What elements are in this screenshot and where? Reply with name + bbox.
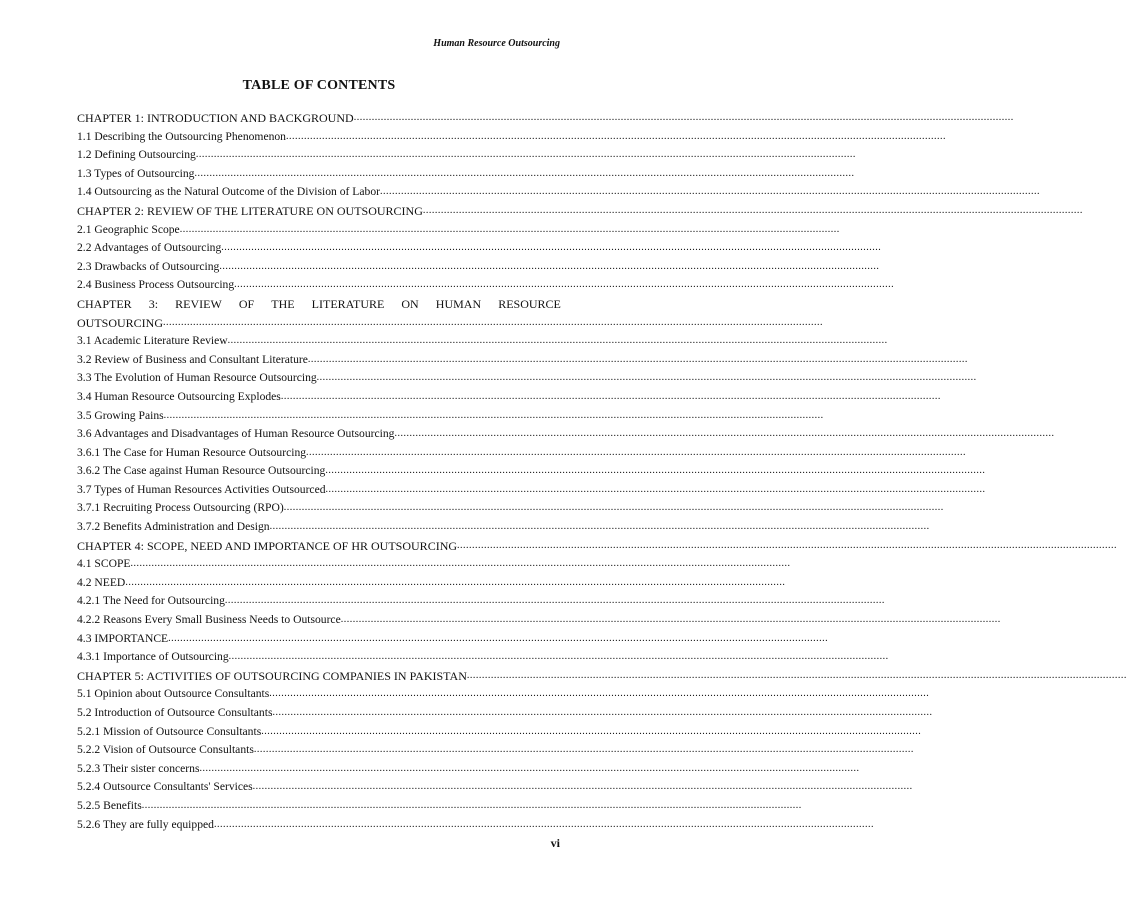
dot-leader: ............................................................................................................................................................................................................................ (219, 260, 880, 272)
toc-word: OF (238, 296, 255, 311)
toc-entry[interactable] (77, 462, 986, 481)
toc-entry[interactable] (77, 797, 802, 816)
dot-leader: ............................................................................................................................................................................................................................ (466, 669, 1127, 681)
toc-entry[interactable] (77, 165, 855, 184)
toc-entry-label: CHAPTER 2: REVIEW OF THE LITERATURE ON OUTSOURCING (77, 203, 423, 218)
toc-entry[interactable] (77, 685, 930, 704)
toc-chapter-entry[interactable] (77, 667, 1127, 686)
dot-leader: ............................................................................................................................................................................................................................ (163, 316, 824, 328)
toc-entry-label: 4.3.1 Importance of Outsourcing (77, 650, 229, 664)
toc-entry[interactable] (77, 183, 1040, 202)
dot-leader: ............................................................................................................................................................................................................................ (379, 186, 1040, 198)
toc-entry-label: 3.7.2 Benefits Administration and Design (77, 520, 270, 534)
dot-leader: ............................................................................................................................................................................................................................ (224, 595, 885, 607)
toc-entry-label: OUTSOURCING (77, 315, 164, 330)
dot-leader: ............................................................................................................................................................................................................................ (272, 707, 933, 718)
toc-entry-label: 3.7 Types of Human Resources Activities Outsourced (77, 482, 326, 496)
toc-entry-label: 5.2.3 Their sister concerns (77, 761, 200, 775)
toc-entry[interactable] (77, 816, 874, 835)
toc-entry[interactable] (77, 592, 885, 611)
dot-leader: ............................................................................................................................................................................................................................ (141, 799, 802, 811)
toc-entry[interactable] (77, 425, 1055, 444)
toc-entry[interactable] (77, 499, 944, 518)
toc-entry-label: 3.4 Human Resource Outsourcing Explodes (77, 389, 281, 403)
dot-leader: ............................................................................................................................................................................................................................ (130, 558, 791, 570)
toc-entry-label: CHAPTER 4: SCOPE, NEED AND IMPORTANCE OF HR OUTSOURCING (77, 538, 458, 553)
toc-entry[interactable] (77, 388, 941, 407)
dot-leader: ............................................................................................................................................................................................................................ (283, 502, 944, 514)
running-header: Human Resource Outsourcing (433, 38, 560, 49)
dot-leader: ............................................................................................................................................................................................................................ (422, 204, 1083, 216)
dot-leader: ............................................................................................................................................................................................................................ (194, 167, 855, 179)
toc-entry[interactable] (77, 760, 860, 779)
toc-entry[interactable] (77, 723, 922, 742)
toc-chapter-entry[interactable] (77, 202, 1083, 221)
dot-leader: ............................................................................................................................................................................................................................ (306, 446, 967, 458)
toc-entry-label: 5.2.6 They are fully equipped (77, 817, 214, 831)
toc-entry-label: 1.1 Describing the Outsourcing Phenomenon (77, 129, 286, 143)
dot-leader: ............................................................................................................................................................................................................................ (325, 483, 986, 495)
toc-entry[interactable] (77, 314, 824, 333)
dot-leader: ............................................................................................................................................................................................................................ (261, 725, 922, 737)
dot-leader: ............................................................................................................................................................................................................................ (316, 372, 977, 384)
toc-entry[interactable] (77, 741, 914, 760)
dot-leader: ............................................................................................................................................................................................................................ (234, 279, 895, 291)
toc-entry[interactable] (77, 239, 882, 258)
dot-leader: ............................................................................................................................................................................................................................ (227, 335, 888, 347)
dot-leader: ............................................................................................................................................................................................................................ (280, 390, 941, 402)
toc-entry[interactable] (77, 221, 840, 240)
dot-leader: ............................................................................................................................................................................................................................ (199, 762, 860, 774)
toc-word: REVIEW (175, 296, 222, 311)
toc-entry-label: 5.2.5 Benefits (77, 798, 142, 812)
toc-title: TABLE OF CONTENTS (242, 78, 396, 93)
dot-leader: ............................................................................................................................................................................................................................ (179, 223, 840, 235)
toc-entry-label: 3.6.1 The Case for Human Resource Outsourcing (77, 445, 307, 459)
toc-entry-label: 3.6 Advantages and Disadvantages of Human Resource Outsourcing (77, 427, 395, 441)
toc-entry[interactable] (77, 778, 913, 797)
toc-entry-label: 5.2.1 Mission of Outsource Consultants (77, 724, 262, 738)
dot-leader: ............................................................................................................................................................................................................................ (394, 428, 1055, 440)
toc-entry-label: CHAPTER 5: ACTIVITIES OF OUTSOURCING COMPANIES IN PAKISTAN (77, 668, 467, 683)
page-number: vi (550, 836, 560, 850)
dot-leader: ............................................................................................................................................................................................................................ (325, 465, 986, 477)
toc-word: 3: (148, 296, 159, 311)
toc-entry-label: 4.2 NEED (77, 575, 126, 589)
toc-entry-label: 2.1 Geographic Scope (77, 222, 180, 236)
toc-entry[interactable] (77, 407, 824, 426)
toc-entry-label: 3.6.2 The Case against Human Resource Outsourcing (77, 464, 326, 478)
toc-entry-label: 5.1 Opinion about Outsource Consultants (77, 687, 270, 701)
dot-leader: ............................................................................................................................................................................................................................ (340, 614, 1001, 626)
toc-entry-label: 3.3 The Evolution of Human Resource Outsourcing (77, 371, 317, 385)
dot-leader: ............................................................................................................................................................................................................................ (228, 651, 889, 663)
toc-entry-label: 2.2 Advantages of Outsourcing (77, 241, 222, 255)
toc-word: RESOURCE (498, 296, 561, 311)
dot-leader: ............................................................................................................................................................................................................................ (285, 130, 946, 142)
toc-entry-label: 1.2 Defining Outsourcing (77, 148, 196, 162)
toc-entry[interactable] (77, 332, 888, 351)
toc-entry-label: 4.1 SCOPE (77, 557, 131, 571)
toc-entry[interactable] (77, 444, 967, 463)
toc-entry-label: CHAPTER 1: INTRODUCTION AND BACKGROUND (77, 111, 354, 125)
toc-chapter-entry[interactable] (77, 537, 1118, 556)
toc-entry[interactable] (77, 555, 791, 574)
dot-leader: ............................................................................................................................................................................................................................ (269, 521, 930, 533)
toc-entry-label: 5.2.4 Outsource Consultants' Services (77, 780, 253, 794)
toc-entry-label: 3.5 Growing Pains (77, 408, 164, 422)
toc-entry[interactable] (77, 481, 986, 500)
toc-entry[interactable] (77, 369, 977, 388)
dot-leader: ............................................................................................................................................................................................................................ (163, 409, 824, 421)
dot-leader: ............................................................................................................................................................................................................................ (213, 818, 874, 830)
toc-word: CHAPTER (77, 296, 132, 311)
toc-word: HUMAN (435, 296, 482, 311)
toc-entry-label: 3.7.1 Recruiting Process Outsourcing (RPO) (77, 501, 284, 515)
toc-entry-label: 2.3 Drawbacks of Outsourcing (77, 259, 220, 273)
toc-entry-label: 1.3 Types of Outsourcing (77, 166, 195, 180)
toc-entry[interactable] (77, 704, 933, 723)
dot-leader: ............................................................................................................................................................................................................................ (168, 632, 829, 644)
toc-entry[interactable] (77, 128, 946, 147)
table-of-contents (77, 109, 1127, 834)
toc-entry[interactable] (77, 351, 968, 370)
toc-entry-label: 4.3 IMPORTANCE (77, 631, 169, 645)
toc-word: ON (401, 296, 419, 311)
dot-leader: ............................................................................................................................................................................................................................ (221, 242, 882, 254)
toc-entry-label: 5.2 Introduction of Outsource Consultants (77, 706, 273, 719)
toc-entry-label: 3.2 Review of Business and Consultant Literature (77, 352, 308, 366)
toc-entry-label: 5.2.2 Vision of Outsource Consultants (77, 743, 254, 757)
dot-leader: ............................................................................................................................................................................................................................ (253, 744, 914, 756)
dot-leader: ............................................................................................................................................................................................................................ (353, 112, 1014, 123)
toc-entry-label: 3.1 Academic Literature Review (77, 334, 228, 348)
toc-entry[interactable] (77, 611, 1001, 630)
dot-leader: ............................................................................................................................................................................................................................ (252, 781, 913, 793)
toc-entry[interactable] (77, 146, 856, 165)
dot-leader: ............................................................................................................................................................................................................................ (307, 353, 968, 365)
toc-entry-wrapped-line (77, 295, 561, 314)
toc-chapter-entry[interactable] (77, 109, 1014, 128)
toc-entry[interactable] (77, 518, 930, 537)
dot-leader: ............................................................................................................................................................................................................................ (269, 688, 930, 700)
toc-entry[interactable] (77, 276, 895, 295)
toc-entry[interactable] (77, 630, 829, 649)
toc-word: THE (271, 296, 295, 311)
toc-entry-label: 4.2.1 The Need for Outsourcing (77, 594, 225, 608)
toc-entry[interactable] (77, 574, 786, 593)
toc-entry-label: 4.2.2 Reasons Every Small Business Needs to Outsource (77, 613, 341, 627)
dot-leader: ............................................................................................................................................................................................................................ (125, 576, 786, 588)
dot-leader: ............................................................................................................................................................................................................................ (195, 149, 856, 161)
toc-entry-label: 2.4 Business Process Outsourcing (77, 278, 235, 292)
toc-entry[interactable] (77, 648, 889, 667)
toc-word: LITERATURE (311, 296, 385, 311)
toc-entry-label: 1.4 Outsourcing as the Natural Outcome of the Division of Labor (77, 185, 380, 199)
dot-leader: ............................................................................................................................................................................................................................ (457, 539, 1118, 551)
toc-entry[interactable] (77, 258, 880, 277)
